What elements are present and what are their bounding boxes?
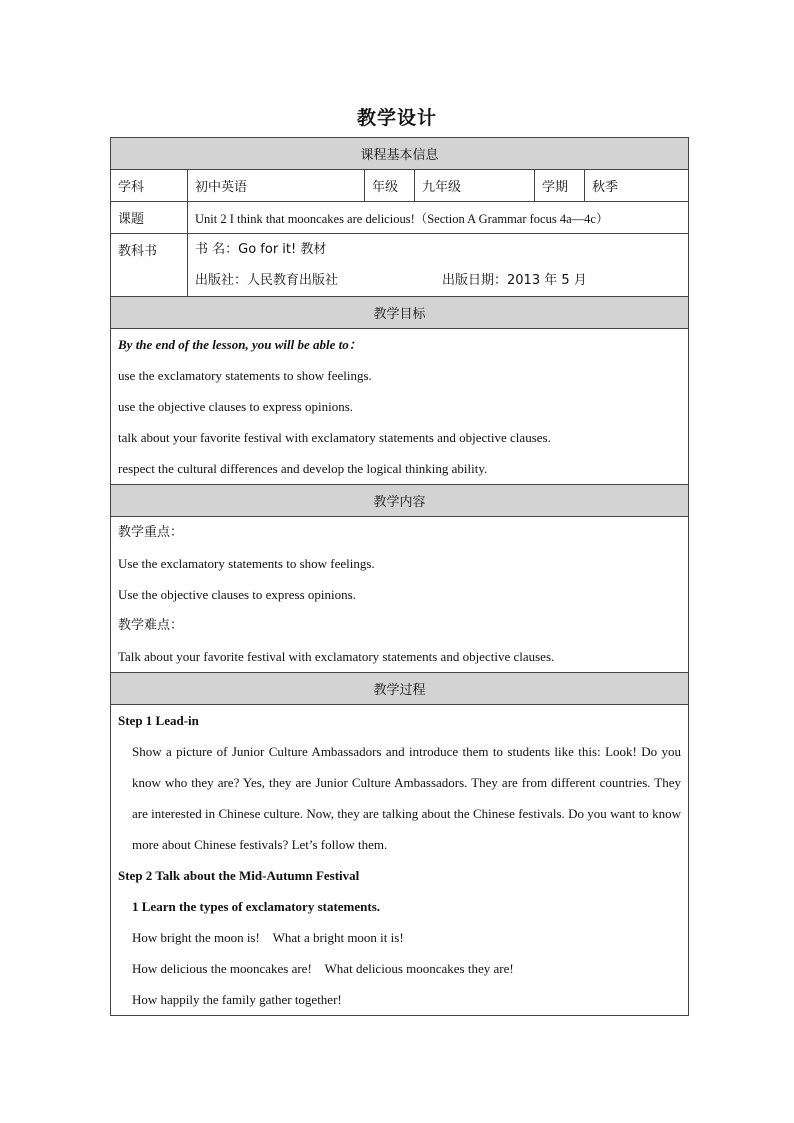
lesson-plan-table bbox=[110, 137, 689, 1016]
step1-paragraph: Show a picture of Junior Culture Ambassadors and introduce them to students like this: Look! Do you know who they are? Yes, they are Junior Culture Ambassadors. They are from different countries. They are interested in Chinese culture. Now, they are talking about the Chinese festivals. Do you want to know more about Chinese festivals? Let’s follow them. bbox=[132, 744, 682, 852]
textbook-row bbox=[111, 234, 689, 297]
content-row bbox=[111, 517, 689, 673]
content-header: 教学内容 bbox=[111, 485, 689, 517]
objectives-row bbox=[111, 329, 689, 485]
difficult-points-label: 教学难点： bbox=[118, 618, 184, 633]
subject-value: 初中英语 bbox=[188, 170, 365, 202]
process-row bbox=[111, 705, 689, 1016]
objectives-intro: By the end of the lesson, you will be able to： bbox=[118, 337, 362, 352]
content-body bbox=[111, 517, 689, 673]
step2-subtitle: 1 Learn the types of exclamatory statements. bbox=[132, 899, 381, 914]
grade-label: 年级 bbox=[365, 170, 415, 202]
textbook-details bbox=[188, 234, 689, 297]
publish-date: 出版日期：2013 年 5 月 bbox=[442, 273, 587, 288]
basic-info-header: 课程基本信息 bbox=[111, 138, 689, 170]
step1-title: Step 1 Lead-in bbox=[118, 713, 199, 728]
objective-item: use the objective clauses to express opinions. bbox=[118, 399, 354, 414]
topic-value: Unit 2 I think that mooncakes are delicious!（Section A Grammar focus 4a—4c） bbox=[188, 202, 689, 234]
difficult-point-item: Talk about your favorite festival with exclamatory statements and objective clauses. bbox=[118, 649, 555, 664]
basic-info-header-row bbox=[111, 138, 689, 170]
objective-item: talk about your favorite festival with exclamatory statements and objective clauses. bbox=[118, 430, 551, 445]
topic-row bbox=[111, 202, 689, 234]
example-sentence: How delicious the mooncakes are! What delicious mooncakes they are! bbox=[132, 961, 514, 976]
textbook-label: 教科书 bbox=[111, 234, 188, 297]
process-body bbox=[111, 705, 689, 1016]
key-points-label: 教学重点： bbox=[118, 525, 184, 540]
key-point-item: Use the objective clauses to express opinions. bbox=[118, 587, 356, 602]
subject-row bbox=[111, 170, 689, 202]
term-label: 学期 bbox=[535, 170, 585, 202]
process-header-row bbox=[111, 673, 689, 705]
book-name: 书 名：Go for it! 教材 bbox=[195, 242, 327, 257]
key-point-item: Use the exclamatory statements to show feelings. bbox=[118, 556, 375, 571]
topic-label: 课题 bbox=[111, 202, 188, 234]
process-header: 教学过程 bbox=[111, 673, 689, 705]
objectives-header: 教学目标 bbox=[111, 297, 689, 329]
term-value: 秋季 bbox=[585, 170, 689, 202]
publisher: 出版社：人民教育出版社 bbox=[195, 273, 339, 288]
objective-item: respect the cultural differences and develop the logical thinking ability. bbox=[118, 461, 488, 476]
example-sentence: How happily the family gather together! bbox=[132, 992, 342, 1007]
document-title: 教学设计 bbox=[356, 107, 437, 129]
subject-label: 学科 bbox=[111, 170, 188, 202]
publisher-line bbox=[188, 265, 688, 296]
content-header-row bbox=[111, 485, 689, 517]
step2-title: Step 2 Talk about the Mid-Autumn Festival bbox=[118, 868, 360, 883]
example-sentence: How bright the moon is! What a bright moon it is! bbox=[132, 930, 404, 945]
objectives-header-row bbox=[111, 297, 689, 329]
objective-item: use the exclamatory statements to show feelings. bbox=[118, 368, 372, 383]
grade-value: 九年级 bbox=[415, 170, 535, 202]
objectives-body bbox=[111, 329, 689, 485]
